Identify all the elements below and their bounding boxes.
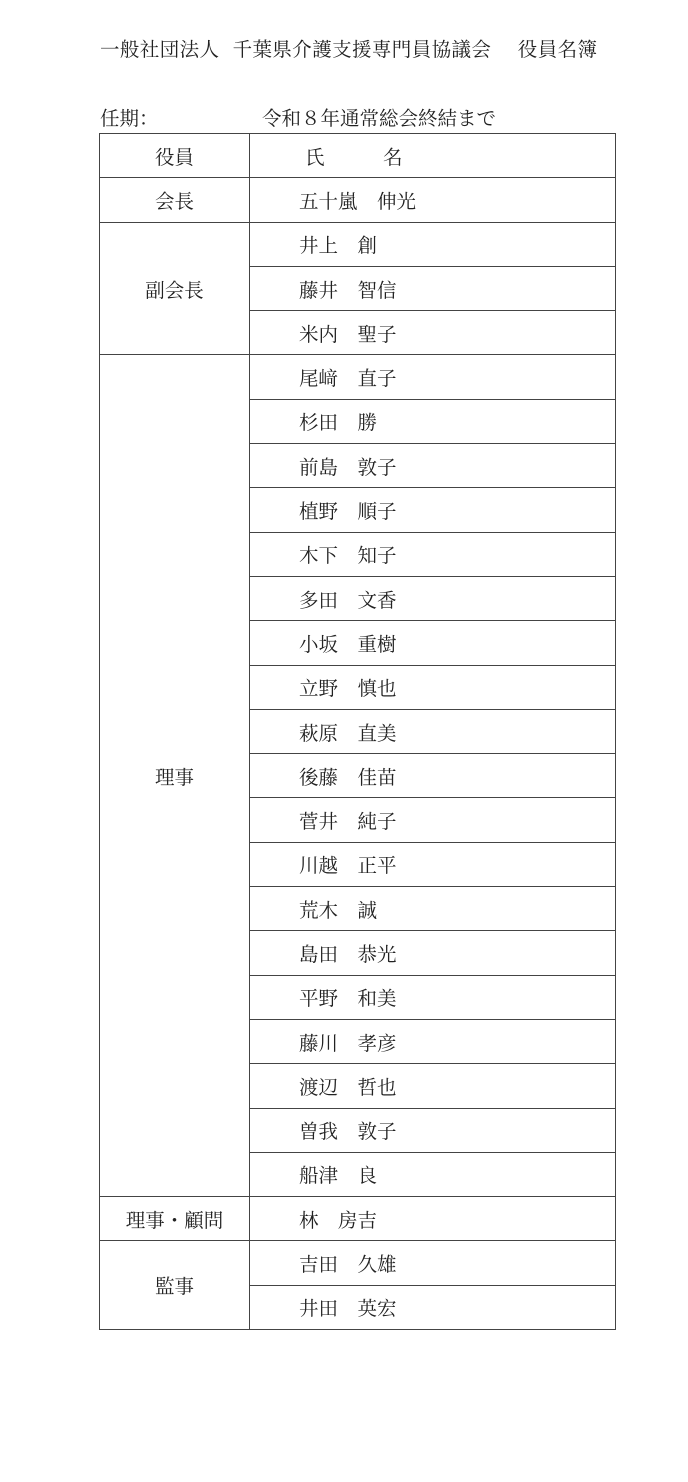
officer-roster-table (99, 133, 616, 1330)
member-name-cell: 尾﨑 直子 (250, 355, 616, 399)
member-name-cell: 荒木 誠 (250, 887, 616, 931)
member-name-cell: 立野 慎也 (250, 665, 616, 709)
member-name-cell: 林 房吉 (250, 1197, 616, 1241)
term-value: 令和８年通常総会終結まで (262, 107, 497, 130)
member-name-cell: 小坂 重樹 (250, 621, 616, 665)
member-name-cell: 島田 恭光 (250, 931, 616, 975)
role-cell: 理事・顧問 (100, 1197, 250, 1241)
header-role: 役員 (100, 134, 250, 178)
member-name-cell: 藤井 智信 (250, 266, 616, 310)
header-name: 氏 名 (250, 134, 616, 178)
role-cell: 監事 (100, 1241, 250, 1330)
role-cell: 会長 (100, 178, 250, 222)
member-name-cell: 川越 正平 (250, 842, 616, 886)
member-name-cell: 吉田 久雄 (250, 1241, 616, 1285)
role-cell: 副会長 (100, 222, 250, 355)
member-name-cell: 木下 知子 (250, 532, 616, 576)
table-row (100, 1241, 616, 1285)
table-header-row (100, 134, 616, 178)
member-name-cell: 藤川 孝彦 (250, 1019, 616, 1063)
role-cell: 理事 (100, 355, 250, 1197)
table-row (100, 355, 616, 399)
member-name-cell: 曽我 敦子 (250, 1108, 616, 1152)
member-name-cell: 船津 良 (250, 1152, 616, 1196)
member-name-cell: 萩原 直美 (250, 709, 616, 753)
member-name-cell: 平野 和美 (250, 975, 616, 1019)
member-name-cell: 前島 敦子 (250, 444, 616, 488)
member-name-cell: 後藤 佳苗 (250, 754, 616, 798)
member-name-cell: 井上 創 (250, 222, 616, 266)
table-row (100, 222, 616, 266)
term-label: 任期： (100, 107, 159, 130)
member-name-cell: 井田 英宏 (250, 1285, 616, 1329)
table-row (100, 178, 616, 222)
member-name-cell: 五十嵐 伸光 (250, 178, 616, 222)
document-title: 一般社団法人 千葉県介護支援専門員協議会 役員名簿 (100, 38, 598, 61)
table-row (100, 1197, 616, 1241)
member-name-cell: 杉田 勝 (250, 399, 616, 443)
member-name-cell: 菅井 純子 (250, 798, 616, 842)
member-name-cell: 植野 順子 (250, 488, 616, 532)
member-name-cell: 米内 聖子 (250, 311, 616, 355)
member-name-cell: 多田 文香 (250, 576, 616, 620)
member-name-cell: 渡辺 哲也 (250, 1064, 616, 1108)
